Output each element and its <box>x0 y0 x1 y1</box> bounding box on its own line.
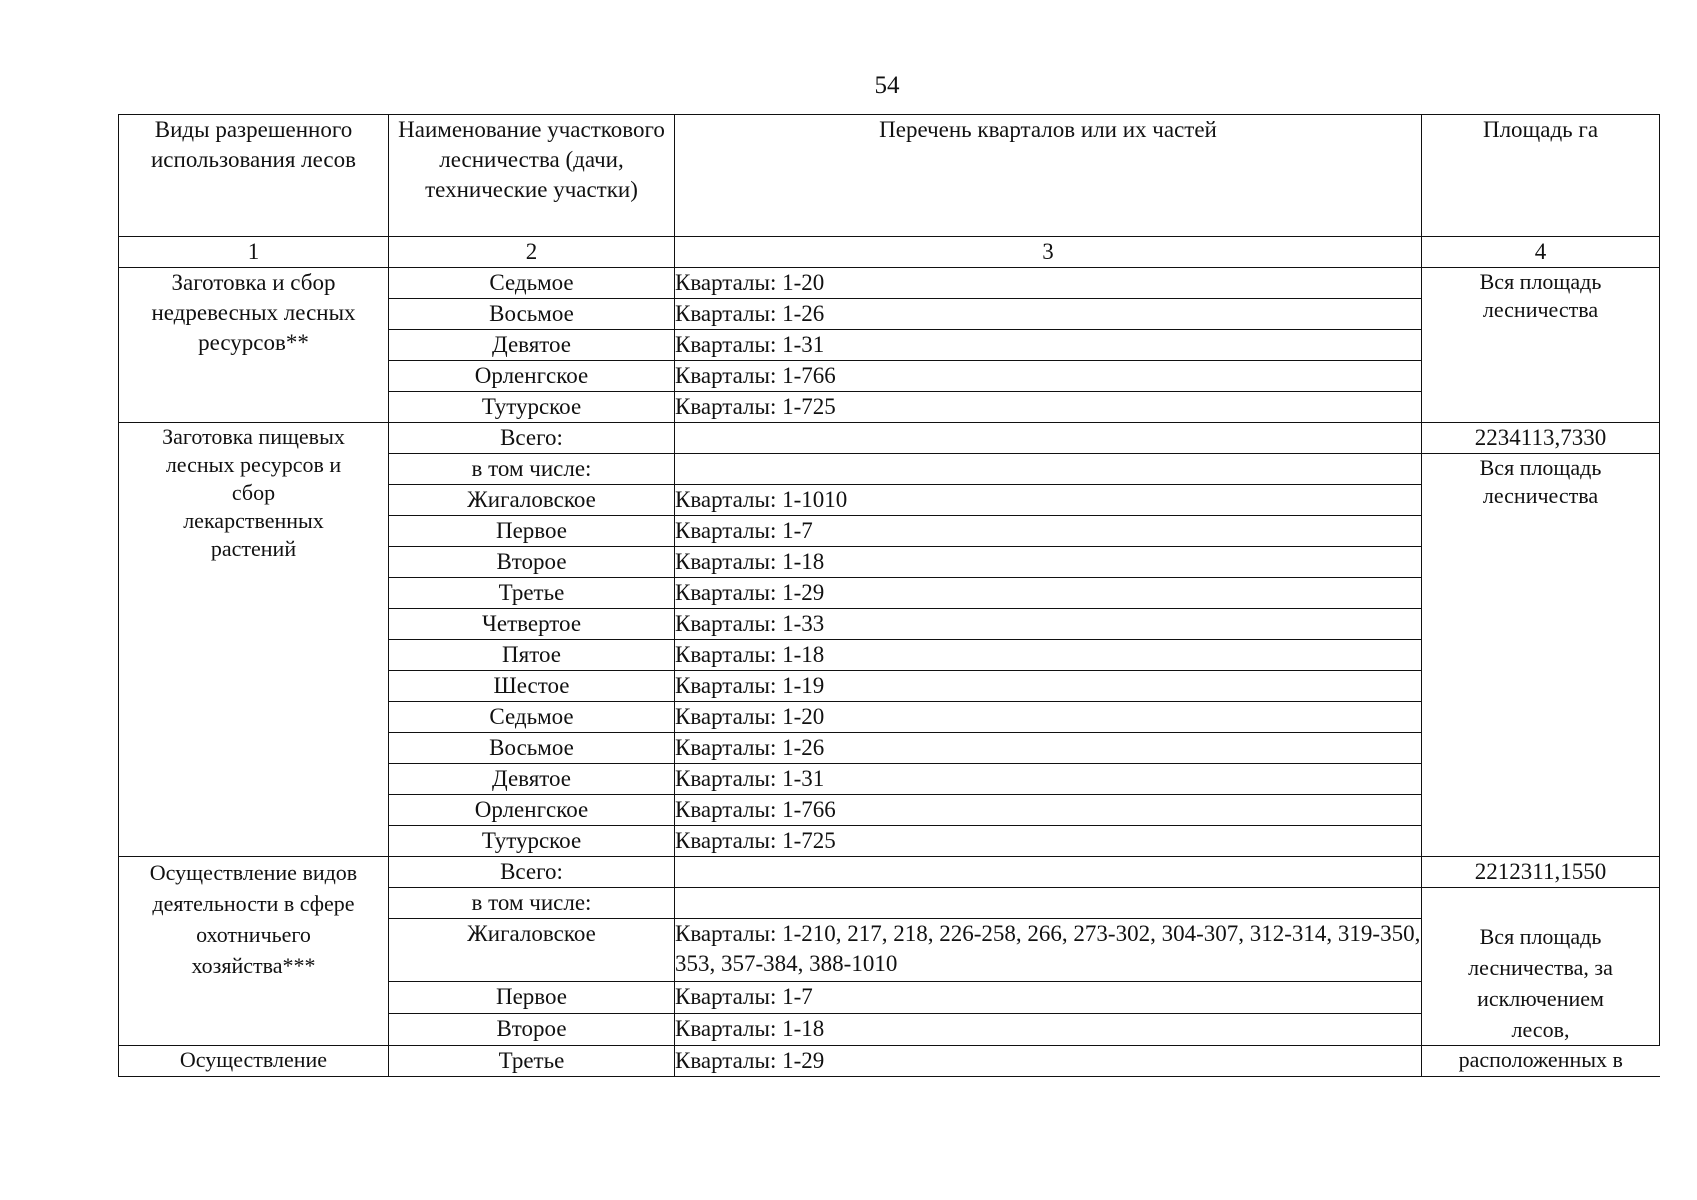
use-kind-text: Заготовка пищевых лесных ресурсов и сбор лекарственных растений <box>162 424 345 561</box>
forestry-name: Четвертое <box>389 609 675 640</box>
area-empty-cell <box>1422 888 1660 919</box>
area-note: Вся площадь лесничества, за исключением лесов, <box>1422 919 1660 1046</box>
forestry-name: Орленгское <box>389 361 675 392</box>
forestry-name: Тутурское <box>389 392 675 423</box>
quarters-list <box>675 423 1422 454</box>
quarters-list: Кварталы: 1-210, 217, 218, 226-258, 266, 273-302, 304-307, 312-314, 319-350, 353, 357-384, 388-1010 <box>675 919 1422 982</box>
forestry-name: Седьмое <box>389 702 675 733</box>
quarters-list <box>675 857 1422 888</box>
column-number: 2 <box>389 237 675 268</box>
area-note: Вся площадь лесничества <box>1422 268 1660 423</box>
header-quarters: Перечень кварталов или их частей <box>675 115 1422 237</box>
forestry-name: Восьмое <box>389 299 675 330</box>
header-area: Площадь га <box>1422 115 1660 237</box>
column-number: 1 <box>119 237 389 268</box>
forestry-name: Шестое <box>389 671 675 702</box>
forestry-name: Второе <box>389 547 675 578</box>
quarters-list: Кварталы: 1-31 <box>675 330 1422 361</box>
forestry-name: Девятое <box>389 330 675 361</box>
quarters-list: Кварталы: 1-29 <box>675 578 1422 609</box>
table-row <box>119 268 1660 299</box>
forestry-name: Пятое <box>389 640 675 671</box>
column-number: 3 <box>675 237 1422 268</box>
use-kind-cell <box>119 268 389 423</box>
table-row <box>119 423 1660 454</box>
forestry-name: Орленгское <box>389 795 675 826</box>
total-area: 2234113,7330 <box>1422 423 1660 454</box>
header-row <box>119 115 1660 237</box>
forestry-name: Восьмое <box>389 733 675 764</box>
total-area: 2212311,1550 <box>1422 857 1660 888</box>
use-kind-cell <box>119 1045 389 1076</box>
forestry-name: Девятое <box>389 764 675 795</box>
quarters-list: Кварталы: 1-20 <box>675 268 1422 299</box>
quarters-list: Кварталы: 1-29 <box>675 1045 1422 1076</box>
total-label: Всего: <box>389 857 675 888</box>
quarters-list: Кварталы: 1-18 <box>675 547 1422 578</box>
area-note: Вся площадь лесничества <box>1422 454 1660 857</box>
page-number: 54 <box>874 72 900 99</box>
including-label: в том числе: <box>389 888 675 919</box>
quarters-list: Кварталы: 1-7 <box>675 516 1422 547</box>
forestry-name: Второе <box>389 1013 675 1045</box>
quarters-list: Кварталы: 1-26 <box>675 299 1422 330</box>
table-row <box>119 857 1660 888</box>
use-kind-text: Заготовка и сбор недревесных лесных ресурсов** <box>151 270 356 355</box>
total-label: Всего: <box>389 423 675 454</box>
quarters-list: Кварталы: 1-26 <box>675 733 1422 764</box>
quarters-list: Кварталы: 1-19 <box>675 671 1422 702</box>
column-number: 4 <box>1422 237 1660 268</box>
use-kind-cell <box>119 423 389 857</box>
quarters-list: Кварталы: 1-766 <box>675 795 1422 826</box>
use-kind-text: Осуществление видов деятельности в сфере охотничьего хозяйства*** <box>149 860 358 978</box>
forestry-name: Третье <box>389 1045 675 1076</box>
area-note: расположенных в <box>1422 1045 1660 1076</box>
quarters-list: Кварталы: 1-766 <box>675 361 1422 392</box>
header-forestry: Наименование участкового лесничества (дачи, технические участки) <box>389 115 675 237</box>
quarters-list: Кварталы: 1-20 <box>675 702 1422 733</box>
forestry-name: Первое <box>389 981 675 1013</box>
quarters-list: Кварталы: 1-725 <box>675 826 1422 857</box>
quarters-list: Кварталы: 1-725 <box>675 392 1422 423</box>
forestry-name: Седьмое <box>389 268 675 299</box>
table-row <box>119 1045 1660 1076</box>
quarters-list: Кварталы: 1-18 <box>675 1013 1422 1045</box>
including-label: в том числе: <box>389 454 675 485</box>
quarters-list: Кварталы: 1-33 <box>675 609 1422 640</box>
forestry-name: Третье <box>389 578 675 609</box>
quarters-list <box>675 454 1422 485</box>
forestry-name: Первое <box>389 516 675 547</box>
use-kind-text: Осуществление <box>179 1046 328 1072</box>
quarters-list: Кварталы: 1-18 <box>675 640 1422 671</box>
quarters-list <box>675 888 1422 919</box>
forestry-name: Тутурское <box>389 826 675 857</box>
quarters-list: Кварталы: 1-31 <box>675 764 1422 795</box>
forest-use-table <box>118 114 1660 1077</box>
use-kind-cell <box>119 857 389 1046</box>
quarters-list: Кварталы: 1-7 <box>675 981 1422 1013</box>
forestry-name: Жигаловское <box>389 919 675 982</box>
column-number-row <box>119 237 1660 268</box>
forestry-name: Жигаловское <box>389 485 675 516</box>
header-kind: Виды разрешенного использования лесов <box>119 115 389 237</box>
quarters-list: Кварталы: 1-1010 <box>675 485 1422 516</box>
